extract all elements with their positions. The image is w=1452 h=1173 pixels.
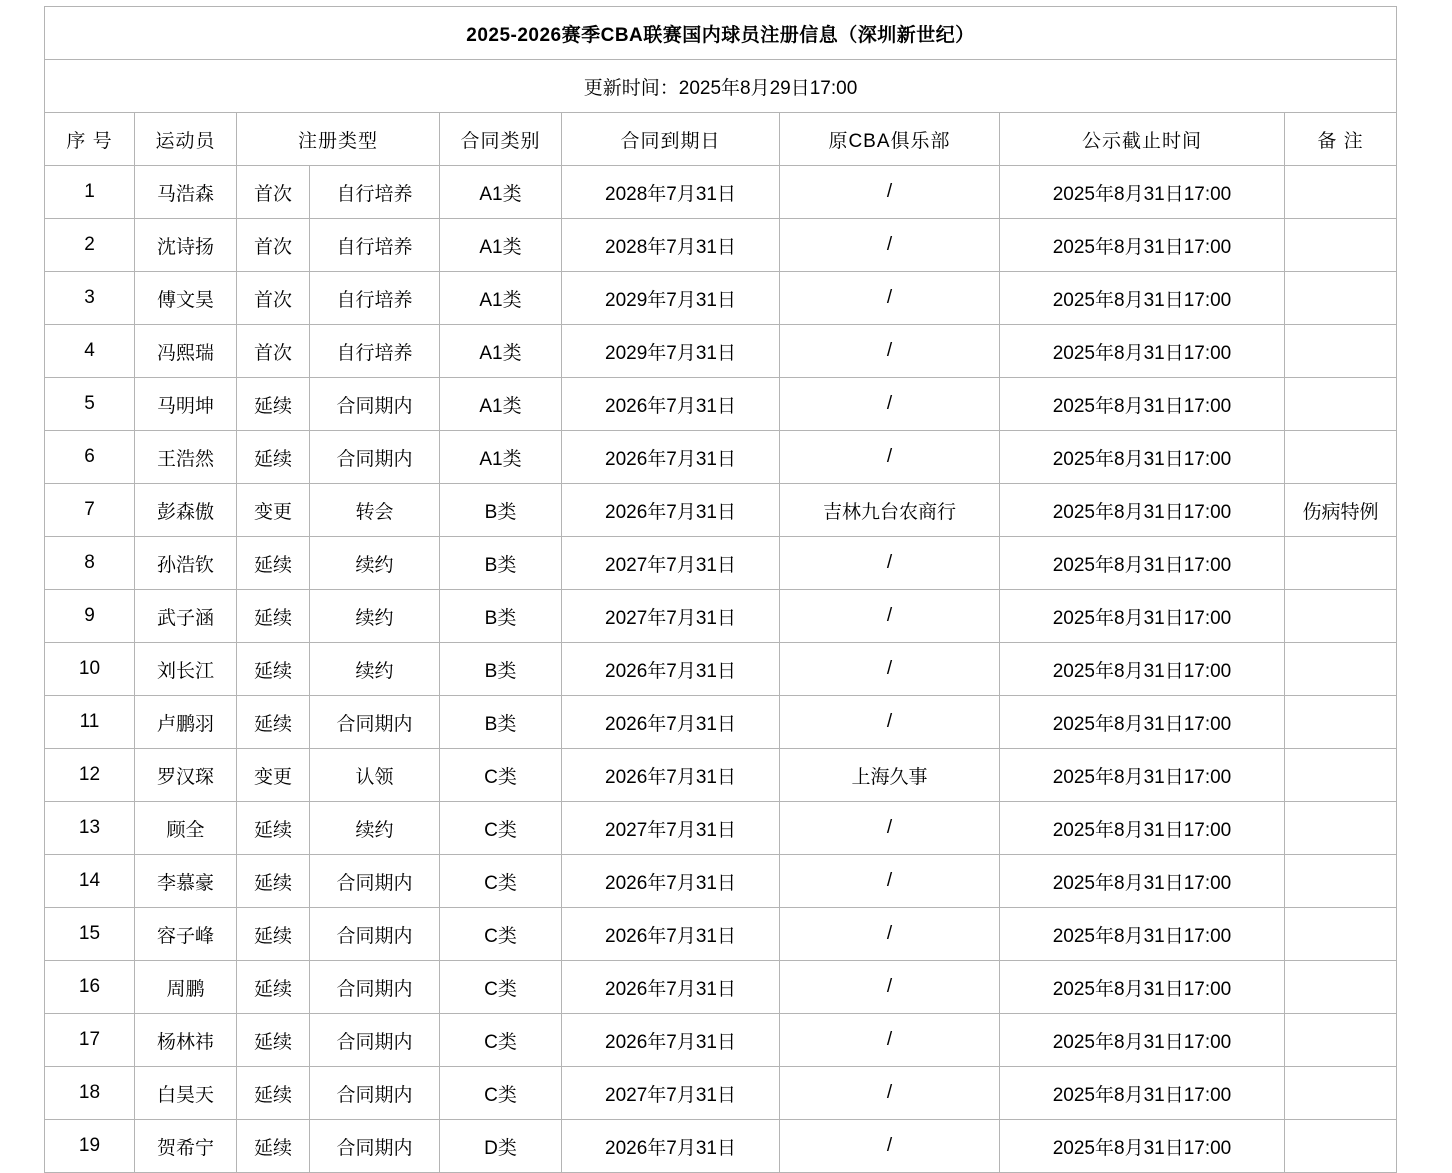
cell-reg-sub: 首次 — [237, 219, 310, 272]
cell-player: 马浩森 — [135, 166, 237, 219]
cell-reg-detail: 续约 — [310, 537, 440, 590]
cell-expiry: 2027年7月31日 — [562, 802, 780, 855]
table-row — [45, 537, 1397, 590]
cell-former-club: / — [780, 643, 1000, 696]
cell-contract-type: A1类 — [440, 219, 562, 272]
column-header-index: 序 号 — [45, 113, 135, 166]
cell-reg-sub: 首次 — [237, 166, 310, 219]
table-row — [45, 643, 1397, 696]
cell-reg-detail: 认领 — [310, 749, 440, 802]
cell-reg-sub: 延续 — [237, 802, 310, 855]
cell-index: 4 — [45, 325, 135, 378]
cell-player: 白昊天 — [135, 1067, 237, 1120]
cell-index: 6 — [45, 431, 135, 484]
cell-index: 18 — [45, 1067, 135, 1120]
cell-index: 10 — [45, 643, 135, 696]
cell-note — [1285, 325, 1397, 378]
table-row — [45, 484, 1397, 537]
column-header-reg-type: 注册类型 — [237, 113, 440, 166]
cell-reg-sub: 延续 — [237, 908, 310, 961]
cell-player: 周鹏 — [135, 961, 237, 1014]
cell-reg-sub: 延续 — [237, 1014, 310, 1067]
cell-note: 伤病特例 — [1285, 484, 1397, 537]
table-row — [45, 961, 1397, 1014]
cell-index: 2 — [45, 219, 135, 272]
cell-index: 13 — [45, 802, 135, 855]
cell-contract-type: A1类 — [440, 166, 562, 219]
column-header-player: 运动员 — [135, 113, 237, 166]
cell-reg-detail: 合同期内 — [310, 431, 440, 484]
cell-reg-sub: 首次 — [237, 272, 310, 325]
cell-index: 15 — [45, 908, 135, 961]
cell-reg-detail: 自行培养 — [310, 325, 440, 378]
table-row — [45, 749, 1397, 802]
cell-expiry: 2026年7月31日 — [562, 749, 780, 802]
cell-expiry: 2027年7月31日 — [562, 590, 780, 643]
cell-deadline: 2025年8月31日17:00 — [1000, 272, 1285, 325]
cell-reg-sub: 延续 — [237, 1067, 310, 1120]
cell-player: 冯熙瑞 — [135, 325, 237, 378]
cell-expiry: 2027年7月31日 — [562, 1067, 780, 1120]
cell-contract-type: B类 — [440, 696, 562, 749]
cell-player: 罗汉琛 — [135, 749, 237, 802]
cell-index: 7 — [45, 484, 135, 537]
cell-contract-type: D类 — [440, 1120, 562, 1173]
cell-former-club: / — [780, 908, 1000, 961]
cell-player: 杨林祎 — [135, 1014, 237, 1067]
cell-reg-sub: 延续 — [237, 643, 310, 696]
cell-expiry: 2026年7月31日 — [562, 643, 780, 696]
cell-reg-detail: 合同期内 — [310, 1120, 440, 1173]
table-row — [45, 325, 1397, 378]
cell-reg-detail: 转会 — [310, 484, 440, 537]
cell-player: 傅文昊 — [135, 272, 237, 325]
cell-contract-type: A1类 — [440, 431, 562, 484]
cell-deadline: 2025年8月31日17:00 — [1000, 325, 1285, 378]
cell-reg-detail: 合同期内 — [310, 908, 440, 961]
table-row — [45, 802, 1397, 855]
cell-expiry: 2029年7月31日 — [562, 272, 780, 325]
cell-contract-type: C类 — [440, 855, 562, 908]
cell-expiry: 2029年7月31日 — [562, 325, 780, 378]
cell-reg-detail: 续约 — [310, 643, 440, 696]
cell-contract-type: C类 — [440, 1014, 562, 1067]
table-row — [45, 1067, 1397, 1120]
cell-note — [1285, 908, 1397, 961]
cell-deadline: 2025年8月31日17:00 — [1000, 961, 1285, 1014]
cell-index: 11 — [45, 696, 135, 749]
cell-reg-sub: 延续 — [237, 378, 310, 431]
cell-player: 贺希宁 — [135, 1120, 237, 1173]
cell-reg-sub: 变更 — [237, 749, 310, 802]
cell-player: 马明坤 — [135, 378, 237, 431]
cell-contract-type: A1类 — [440, 325, 562, 378]
table-row — [45, 1120, 1397, 1173]
cell-note — [1285, 1120, 1397, 1173]
cell-former-club: / — [780, 272, 1000, 325]
table-row — [45, 166, 1397, 219]
cell-deadline: 2025年8月31日17:00 — [1000, 696, 1285, 749]
cell-deadline: 2025年8月31日17:00 — [1000, 590, 1285, 643]
cell-player: 武子涵 — [135, 590, 237, 643]
cell-reg-detail: 合同期内 — [310, 696, 440, 749]
cell-reg-detail: 续约 — [310, 802, 440, 855]
cell-index: 19 — [45, 1120, 135, 1173]
cell-expiry: 2026年7月31日 — [562, 855, 780, 908]
cell-player: 顾全 — [135, 802, 237, 855]
column-header-former-club: 原CBA俱乐部 — [780, 113, 1000, 166]
cell-expiry: 2026年7月31日 — [562, 961, 780, 1014]
cell-former-club: / — [780, 166, 1000, 219]
cell-note — [1285, 696, 1397, 749]
cell-index: 1 — [45, 166, 135, 219]
column-header-publicity-deadline: 公示截止时间 — [1000, 113, 1285, 166]
cell-note — [1285, 802, 1397, 855]
cell-note — [1285, 855, 1397, 908]
cell-expiry: 2028年7月31日 — [562, 166, 780, 219]
cell-expiry: 2026年7月31日 — [562, 1014, 780, 1067]
cell-reg-sub: 延续 — [237, 961, 310, 1014]
cell-deadline: 2025年8月31日17:00 — [1000, 908, 1285, 961]
cell-former-club: / — [780, 378, 1000, 431]
cell-index: 16 — [45, 961, 135, 1014]
cell-expiry: 2026年7月31日 — [562, 1120, 780, 1173]
cell-player: 王浩然 — [135, 431, 237, 484]
cell-deadline: 2025年8月31日17:00 — [1000, 749, 1285, 802]
cell-reg-detail: 合同期内 — [310, 378, 440, 431]
header-row — [45, 113, 1397, 166]
table-row — [45, 696, 1397, 749]
cell-reg-sub: 延续 — [237, 696, 310, 749]
cell-note — [1285, 431, 1397, 484]
cell-reg-detail: 续约 — [310, 590, 440, 643]
cell-reg-sub: 变更 — [237, 484, 310, 537]
cell-deadline: 2025年8月31日17:00 — [1000, 378, 1285, 431]
cell-contract-type: B类 — [440, 537, 562, 590]
cell-deadline: 2025年8月31日17:00 — [1000, 484, 1285, 537]
cell-contract-type: B类 — [440, 643, 562, 696]
table-row — [45, 219, 1397, 272]
cell-index: 17 — [45, 1014, 135, 1067]
cell-deadline: 2025年8月31日17:00 — [1000, 537, 1285, 590]
cell-contract-type: B类 — [440, 590, 562, 643]
cell-reg-sub: 延续 — [237, 537, 310, 590]
cell-index: 8 — [45, 537, 135, 590]
column-header-note: 备 注 — [1285, 113, 1397, 166]
cell-index: 5 — [45, 378, 135, 431]
table-row — [45, 431, 1397, 484]
cell-deadline: 2025年8月31日17:00 — [1000, 1120, 1285, 1173]
cell-player: 彭森傲 — [135, 484, 237, 537]
cell-note — [1285, 643, 1397, 696]
cell-note — [1285, 1067, 1397, 1120]
cell-former-club: / — [780, 219, 1000, 272]
table-row — [45, 855, 1397, 908]
cell-former-club: / — [780, 855, 1000, 908]
table-row — [45, 908, 1397, 961]
cell-reg-detail: 自行培养 — [310, 272, 440, 325]
cell-note — [1285, 961, 1397, 1014]
cell-deadline: 2025年8月31日17:00 — [1000, 166, 1285, 219]
table-row — [45, 1014, 1397, 1067]
cell-former-club: / — [780, 1067, 1000, 1120]
cell-deadline: 2025年8月31日17:00 — [1000, 855, 1285, 908]
cell-reg-detail: 合同期内 — [310, 961, 440, 1014]
cell-deadline: 2025年8月31日17:00 — [1000, 219, 1285, 272]
table-row — [45, 590, 1397, 643]
cell-reg-sub: 延续 — [237, 1120, 310, 1173]
cell-note — [1285, 166, 1397, 219]
title-row — [45, 7, 1397, 60]
cell-player: 李慕豪 — [135, 855, 237, 908]
cell-expiry: 2026年7月31日 — [562, 908, 780, 961]
cell-note — [1285, 749, 1397, 802]
cell-player: 孙浩钦 — [135, 537, 237, 590]
cell-reg-sub: 延续 — [237, 590, 310, 643]
cell-expiry: 2026年7月31日 — [562, 484, 780, 537]
cell-deadline: 2025年8月31日17:00 — [1000, 431, 1285, 484]
cell-former-club: 上海久事 — [780, 749, 1000, 802]
update-time: 更新时间：2025年8月29日17:00 — [45, 60, 1397, 113]
cell-contract-type: A1类 — [440, 272, 562, 325]
column-header-contract-type: 合同类别 — [440, 113, 562, 166]
cell-note — [1285, 378, 1397, 431]
cell-index: 12 — [45, 749, 135, 802]
cell-reg-sub: 首次 — [237, 325, 310, 378]
cell-index: 3 — [45, 272, 135, 325]
cell-expiry: 2026年7月31日 — [562, 431, 780, 484]
registration-sheet — [44, 6, 1396, 1173]
cell-deadline: 2025年8月31日17:00 — [1000, 643, 1285, 696]
cell-expiry: 2027年7月31日 — [562, 537, 780, 590]
cell-reg-detail: 自行培养 — [310, 166, 440, 219]
cell-former-club: / — [780, 590, 1000, 643]
cell-former-club: / — [780, 431, 1000, 484]
cell-reg-detail: 自行培养 — [310, 219, 440, 272]
cell-player: 卢鹏羽 — [135, 696, 237, 749]
table-row — [45, 378, 1397, 431]
cell-contract-type: C类 — [440, 749, 562, 802]
cell-former-club: 吉林九台农商行 — [780, 484, 1000, 537]
cell-expiry: 2026年7月31日 — [562, 696, 780, 749]
page-title: 2025-2026赛季CBA联赛国内球员注册信息（深圳新世纪） — [45, 7, 1397, 60]
cell-former-club: / — [780, 537, 1000, 590]
cell-expiry: 2028年7月31日 — [562, 219, 780, 272]
cell-deadline: 2025年8月31日17:00 — [1000, 1067, 1285, 1120]
cell-contract-type: B类 — [440, 484, 562, 537]
cell-former-club: / — [780, 1120, 1000, 1173]
cell-reg-detail: 合同期内 — [310, 1014, 440, 1067]
cell-contract-type: C类 — [440, 1067, 562, 1120]
cell-note — [1285, 590, 1397, 643]
cell-expiry: 2026年7月31日 — [562, 378, 780, 431]
cell-reg-detail: 合同期内 — [310, 855, 440, 908]
cell-reg-sub: 延续 — [237, 855, 310, 908]
cell-note — [1285, 1014, 1397, 1067]
cell-index: 9 — [45, 590, 135, 643]
cell-former-club: / — [780, 696, 1000, 749]
cell-reg-sub: 延续 — [237, 431, 310, 484]
cell-contract-type: C类 — [440, 908, 562, 961]
registration-table — [44, 6, 1397, 1173]
cell-contract-type: C类 — [440, 802, 562, 855]
cell-reg-detail: 合同期内 — [310, 1067, 440, 1120]
cell-contract-type: C类 — [440, 961, 562, 1014]
cell-former-club: / — [780, 961, 1000, 1014]
cell-deadline: 2025年8月31日17:00 — [1000, 802, 1285, 855]
cell-note — [1285, 219, 1397, 272]
table-body — [45, 7, 1397, 1173]
cell-deadline: 2025年8月31日17:00 — [1000, 1014, 1285, 1067]
cell-former-club: / — [780, 1014, 1000, 1067]
cell-player: 沈诗扬 — [135, 219, 237, 272]
cell-former-club: / — [780, 325, 1000, 378]
column-header-contract-expiry: 合同到期日 — [562, 113, 780, 166]
cell-player: 容子峰 — [135, 908, 237, 961]
cell-contract-type: A1类 — [440, 378, 562, 431]
cell-former-club: / — [780, 802, 1000, 855]
table-row — [45, 272, 1397, 325]
cell-note — [1285, 272, 1397, 325]
cell-player: 刘长江 — [135, 643, 237, 696]
cell-index: 14 — [45, 855, 135, 908]
update-row — [45, 60, 1397, 113]
cell-note — [1285, 537, 1397, 590]
